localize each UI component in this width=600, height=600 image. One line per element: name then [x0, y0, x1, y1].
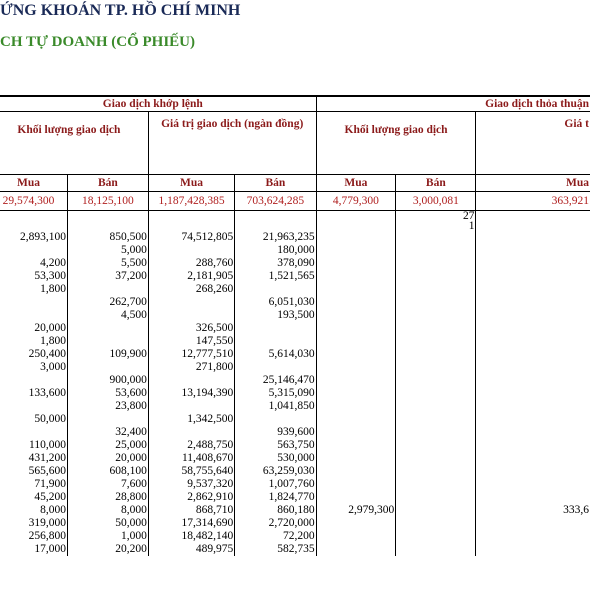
- table-cell: [0, 296, 67, 309]
- table-cell: 563,750: [235, 439, 316, 452]
- table-cell: [235, 283, 316, 296]
- table-cell: [316, 478, 396, 491]
- table-cell: 2,181,905: [148, 270, 234, 283]
- table-cell: [396, 283, 476, 296]
- table-cell: 17,000: [34, 543, 66, 555]
- group-negotiated: Giao dịch thỏa thuận: [316, 96, 590, 112]
- table-cell: [0, 221, 67, 231]
- group-matched-orders: Giao dịch khớp lệnh: [0, 96, 316, 112]
- table-cell: 50,000: [67, 517, 148, 530]
- table-cell: 288,760: [148, 257, 234, 270]
- table-cell: [476, 322, 590, 335]
- table-cell: [148, 296, 234, 309]
- table-cell: 868,710: [148, 504, 234, 517]
- table-cell: [316, 309, 396, 322]
- table-cell: [476, 374, 590, 387]
- table-cell: [396, 270, 476, 283]
- table-cell: [476, 296, 590, 309]
- table-cell: [396, 426, 476, 439]
- table-cell: [316, 283, 396, 296]
- table-cell: 1,000: [67, 530, 148, 543]
- table-row: [0, 322, 590, 335]
- table-cell: 58,755,640: [148, 465, 234, 478]
- table-cell: 180,000: [235, 244, 316, 257]
- table-row: [0, 244, 590, 257]
- table-row: [0, 465, 590, 478]
- table-cell: [476, 478, 590, 491]
- table-cell: [396, 231, 476, 244]
- table-cell: [148, 374, 234, 387]
- table-cell: [67, 322, 148, 335]
- table-cell: [0, 374, 67, 387]
- table-cell: 53,300: [34, 270, 66, 282]
- table-cell: 5,614,030: [235, 348, 316, 361]
- table-cell: [476, 400, 590, 413]
- table-row: [0, 296, 590, 309]
- table-row: [0, 400, 590, 413]
- table-cell: 4,200: [40, 257, 66, 269]
- table-cell: 1,342,500: [148, 413, 234, 426]
- table-cell: [0, 211, 67, 222]
- table-row: [0, 504, 590, 517]
- table-cell: 565,600: [28, 465, 66, 477]
- table-cell: 1,041,850: [235, 400, 316, 413]
- table-cell: [0, 244, 67, 257]
- table-cell: [396, 335, 476, 348]
- table-row: [0, 221, 590, 231]
- table-body: [0, 211, 590, 557]
- table-cell: 2,893,100: [19, 231, 66, 243]
- table-cell: [476, 491, 590, 504]
- table-cell: [396, 244, 476, 257]
- table-cell: 939,600: [235, 426, 316, 439]
- table-cell: [235, 221, 316, 231]
- table-cell: [67, 361, 148, 374]
- table-cell: [476, 283, 590, 296]
- table-cell: 333,6: [476, 504, 590, 517]
- table-cell: 13,194,390: [148, 387, 234, 400]
- table-cell: [316, 374, 396, 387]
- table-cell: [67, 211, 148, 222]
- table-cell: 110,000: [29, 439, 66, 451]
- table-cell: 72,200: [235, 530, 316, 543]
- table-row: [0, 283, 590, 296]
- table-cell: [476, 543, 590, 556]
- table-row: [0, 517, 590, 530]
- table-cell: [316, 439, 396, 452]
- table-cell: [316, 400, 396, 413]
- table-cell: [396, 361, 476, 374]
- table-cell: [316, 452, 396, 465]
- subgroup-value: Giá trị giao dịch (ngàn đồng): [148, 112, 316, 175]
- table-cell: [316, 211, 396, 222]
- table-cell: 8,000: [67, 504, 148, 517]
- table-cell: 1,521,565: [235, 270, 316, 283]
- table-cell: [396, 465, 476, 478]
- table-cell: [316, 231, 396, 244]
- table-cell: [235, 322, 316, 335]
- table-cell: 133,600: [28, 387, 66, 399]
- table-row: [0, 257, 590, 270]
- table-cell: 11,408,670: [148, 452, 234, 465]
- table-row: [0, 387, 590, 400]
- table-cell: 53,600: [67, 387, 148, 400]
- table-cell: [235, 361, 316, 374]
- table-cell: [316, 426, 396, 439]
- table-row: [0, 439, 590, 452]
- table-cell: [396, 322, 476, 335]
- table-cell: [316, 348, 396, 361]
- table-cell: 147,550: [148, 335, 234, 348]
- label-sell-value: Bán: [235, 175, 316, 192]
- table-cell: [316, 221, 396, 231]
- table-cell: [316, 530, 396, 543]
- table-cell: 1,800: [40, 335, 66, 347]
- table-cell: 431,200: [28, 452, 66, 464]
- table-cell: 5,500: [67, 257, 148, 270]
- table-row: [0, 374, 590, 387]
- table-cell: [67, 413, 148, 426]
- table-cell: [396, 257, 476, 270]
- table-cell: [67, 283, 148, 296]
- table-cell: [476, 361, 590, 374]
- table-cell: 1,800: [40, 283, 66, 295]
- table-row: [0, 413, 590, 426]
- table-cell: [396, 504, 476, 517]
- table-cell: 63,259,030: [235, 465, 316, 478]
- table-cell: 27: [396, 211, 476, 222]
- table-row: [0, 452, 590, 465]
- table-cell: 326,500: [148, 322, 234, 335]
- table-cell: [476, 309, 590, 322]
- label-sell-volume-negotiated: Bán: [396, 175, 476, 192]
- table-cell: [316, 543, 396, 556]
- trading-table: [0, 95, 590, 556]
- table-cell: [316, 517, 396, 530]
- table-cell: [148, 309, 234, 322]
- table-cell: [148, 244, 234, 257]
- table-row: [0, 270, 590, 283]
- table-cell: [476, 426, 590, 439]
- table-cell: 20,000: [67, 452, 148, 465]
- table-cell: [476, 348, 590, 361]
- table-row: [0, 348, 590, 361]
- table-cell: 1,007,760: [235, 478, 316, 491]
- table-cell: 6,051,030: [235, 296, 316, 309]
- table-cell: 850,500: [67, 231, 148, 244]
- label-buy-volume-negotiated: Mua: [316, 175, 396, 192]
- table-cell: 20,000: [34, 322, 66, 334]
- table-cell: [148, 221, 234, 231]
- table-cell: 900,000: [67, 374, 148, 387]
- table-cell: [316, 296, 396, 309]
- table-cell: 7,600: [67, 478, 148, 491]
- table-row: [0, 335, 590, 348]
- table-cell: [235, 335, 316, 348]
- total-sell-volume: 18,125,100: [67, 192, 148, 211]
- total-sell-volume-negotiated: 3,000,081: [396, 192, 476, 211]
- table-cell: [396, 491, 476, 504]
- table-cell: [396, 387, 476, 400]
- table-cell: [396, 543, 476, 556]
- table-cell: 25,000: [67, 439, 148, 452]
- table-cell: 109,900: [67, 348, 148, 361]
- table-cell: 50,000: [34, 413, 66, 425]
- table-cell: 489,975: [148, 543, 234, 556]
- table-cell: 1,824,770: [235, 491, 316, 504]
- table-cell: 530,000: [235, 452, 316, 465]
- table-cell: [316, 413, 396, 426]
- table-cell: [476, 452, 590, 465]
- report-title: ỨNG KHOÁN TP. HỒ CHÍ MINH: [0, 2, 241, 19]
- table-cell: [396, 517, 476, 530]
- label-buy-value-negotiated: Mua: [476, 175, 590, 192]
- table-cell: [148, 426, 234, 439]
- table-cell: 28,800: [67, 491, 148, 504]
- table-cell: 32,400: [67, 426, 148, 439]
- table-cell: 860,180: [235, 504, 316, 517]
- table-cell: [396, 309, 476, 322]
- table-cell: [148, 400, 234, 413]
- table-cell: [316, 270, 396, 283]
- table-cell: [67, 221, 148, 231]
- table-cell: [396, 296, 476, 309]
- table-cell: [316, 491, 396, 504]
- table-cell: [316, 335, 396, 348]
- table-cell: 25,146,470: [235, 374, 316, 387]
- total-buy-value-negotiated: 363,921: [476, 192, 590, 211]
- subgroup-volume: Khối lượng giao dịch: [0, 112, 148, 175]
- table-cell: [396, 400, 476, 413]
- table-cell: 21,963,235: [235, 231, 316, 244]
- table-cell: 71,900: [34, 478, 66, 490]
- table-cell: 17,314,690: [148, 517, 234, 530]
- table-cell: 319,000: [28, 517, 66, 529]
- table-row: [0, 543, 590, 556]
- subgroup-volume-negotiated: Khối lượng giao dịch: [316, 112, 476, 175]
- total-buy-volume-negotiated: 4,779,300: [316, 192, 396, 211]
- table-cell: 250,400: [28, 348, 66, 360]
- total-buy-value: 1,187,428,385: [148, 192, 234, 211]
- table-cell: 608,100: [67, 465, 148, 478]
- table-cell: [476, 270, 590, 283]
- table-cell: [396, 530, 476, 543]
- table-cell: [67, 335, 148, 348]
- table-cell: [316, 361, 396, 374]
- label-buy-volume: Mua: [0, 175, 67, 192]
- table-cell: [476, 257, 590, 270]
- label-sell-volume: Bán: [67, 175, 148, 192]
- table-cell: [396, 413, 476, 426]
- table-cell: 5,315,090: [235, 387, 316, 400]
- table-cell: [476, 530, 590, 543]
- table-cell: 2,488,750: [148, 439, 234, 452]
- table-cell: 8,000: [40, 504, 66, 516]
- table-cell: 5,000: [67, 244, 148, 257]
- table-row: [0, 426, 590, 439]
- table-cell: [316, 387, 396, 400]
- total-buy-volume: 29,574,300: [0, 192, 67, 211]
- table-cell: [396, 439, 476, 452]
- table-cell: 2,720,000: [235, 517, 316, 530]
- table-cell: [316, 257, 396, 270]
- table-cell: 20,200: [67, 543, 148, 556]
- table-cell: 23,800: [67, 400, 148, 413]
- table-cell: [316, 244, 396, 257]
- table-cell: [148, 211, 234, 222]
- table-cell: 12,777,510: [148, 348, 234, 361]
- table-cell: 2,979,300: [316, 504, 396, 517]
- table-cell: [316, 322, 396, 335]
- subgroup-value-negotiated: Giá t: [476, 112, 590, 175]
- table-cell: 256,800: [28, 530, 66, 542]
- table-cell: 9,537,320: [148, 478, 234, 491]
- table-cell: [476, 221, 590, 231]
- table-cell: 378,090: [235, 257, 316, 270]
- label-buy-value: Mua: [148, 175, 234, 192]
- table-cell: [476, 335, 590, 348]
- table-cell: [0, 400, 67, 413]
- table-cell: 37,200: [67, 270, 148, 283]
- table-cell: [476, 413, 590, 426]
- table-cell: 4,500: [67, 309, 148, 322]
- table-row: [0, 530, 590, 543]
- table-cell: 1: [396, 221, 476, 231]
- table-cell: [476, 211, 590, 222]
- table-cell: [235, 211, 316, 222]
- table-cell: 262,700: [67, 296, 148, 309]
- table-cell: 582,735: [235, 543, 316, 556]
- table-cell: 74,512,805: [148, 231, 234, 244]
- table-cell: 193,500: [235, 309, 316, 322]
- table-cell: [476, 517, 590, 530]
- table-cell: 18,482,140: [148, 530, 234, 543]
- table-cell: [476, 465, 590, 478]
- table-row: [0, 309, 590, 322]
- table-cell: [235, 413, 316, 426]
- table-cell: [316, 465, 396, 478]
- table-row: [0, 211, 590, 222]
- table-cell: 3,000: [40, 361, 66, 373]
- table-cell: [396, 452, 476, 465]
- table-row: [0, 478, 590, 491]
- table-cell: [396, 478, 476, 491]
- table-row: [0, 491, 590, 504]
- table-cell: [0, 426, 67, 439]
- table-cell: [476, 244, 590, 257]
- table-cell: [476, 231, 590, 244]
- table-cell: [476, 439, 590, 452]
- table-row: [0, 231, 590, 244]
- table-cell: [476, 387, 590, 400]
- table-cell: 45,200: [34, 491, 66, 503]
- table-cell: [396, 374, 476, 387]
- table-cell: [396, 348, 476, 361]
- total-sell-value: 703,624,285: [235, 192, 316, 211]
- table-cell: 2,862,910: [148, 491, 234, 504]
- report-subtitle: CH TỰ DOANH (CỔ PHIẾU): [0, 34, 195, 50]
- table-row: [0, 361, 590, 374]
- table-cell: [0, 309, 67, 322]
- table-cell: 268,260: [148, 283, 234, 296]
- table-cell: 271,800: [148, 361, 234, 374]
